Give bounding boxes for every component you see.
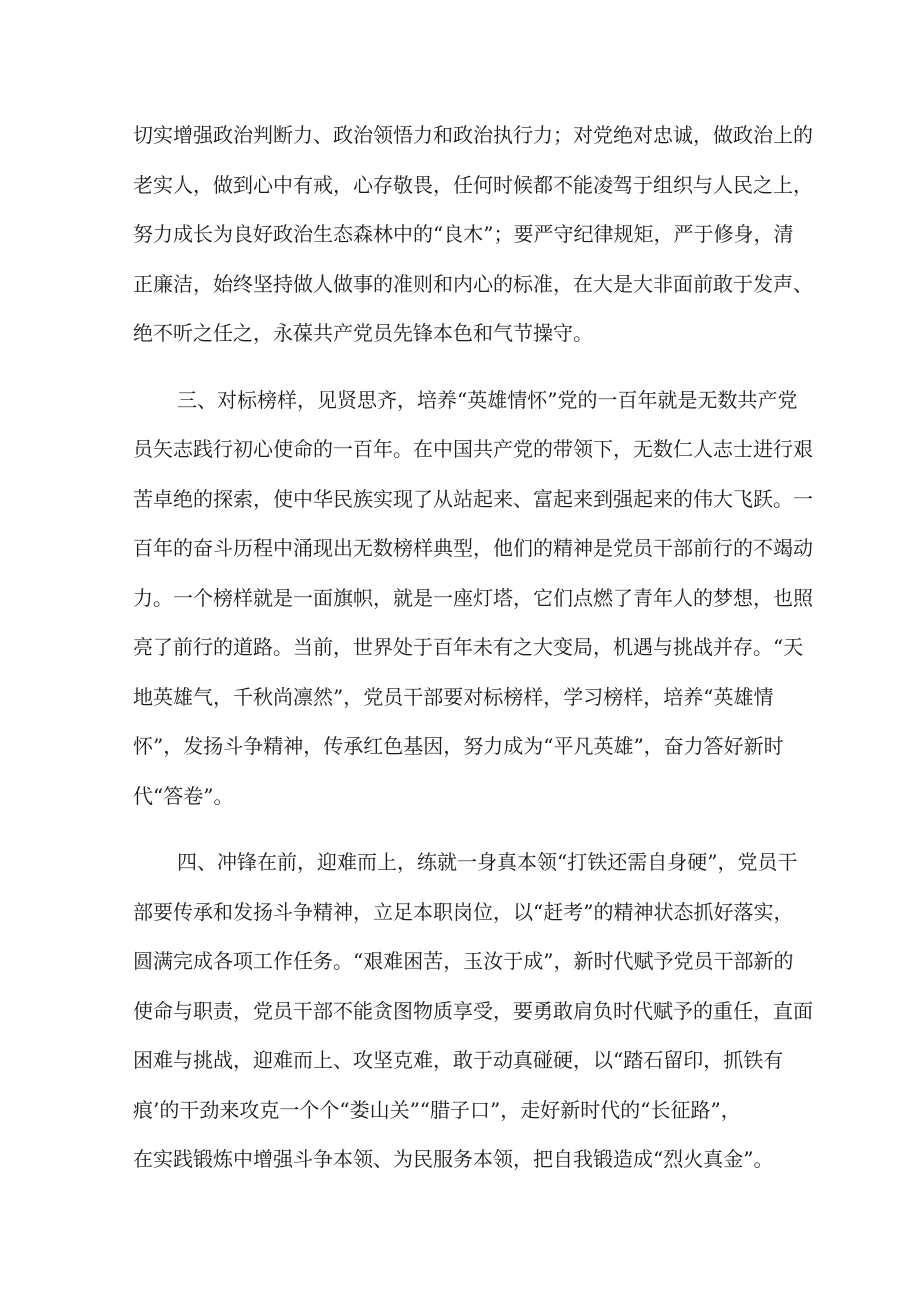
text-line: 三、对标榜样，见贤思齐，培养“英雄情怀”党的一百年就是无数共产党 [177, 388, 798, 412]
text-line: 圆满完成各项工作任务。“艰难困苦，玉汝于成”，新时代赋予党员干部新的 [133, 949, 794, 973]
text-line: 努力成长为良好政治生态森林中的“良木”；要严守纪律规矩，严于修身，清 [133, 222, 794, 246]
text-line: 正廉洁，始终坚持做人做事的准则和内心的标准，在大是大非面前敢于发声、 [133, 272, 813, 296]
text-line: 四、冲锋在前，迎难而上，练就一身真本领“打铁还需自身硬”，党员干 [177, 850, 798, 874]
text-line: 使命与职责，党员干部不能贪图物质享受，要勇敢肩负时代赋予的重任，直面 [133, 999, 813, 1023]
text-line: 痕’的干劲来攻克一个个“娄山关”“腊子口”，走好新时代的“长征路”， [133, 1098, 741, 1122]
text-line: 老实人，做到心中有戒，心存敬畏，任何时候都不能凌驾于组织与人民之上， [133, 173, 813, 197]
text-line: 在实践锻炼中增强斗争本领、为民服务本领，把自我锻造成“烈火真金”。 [133, 1147, 774, 1171]
text-line: 员矢志践行初心使命的一百年。在中国共产党的带领下，无数仁人志士进行艰 [133, 437, 813, 461]
text-line: 百年的奋斗历程中涌现出无数榜样典型，他们的精神是党员干部前行的不竭动 [133, 536, 813, 560]
text-line: 困难与挑战，迎难而上、攻坚克难，敢于动真碰硬，以“踏石留印，抓铁有 [133, 1048, 784, 1072]
text-line: 部要传承和发扬斗争精神，立足本职岗位，以“赶考”的精神状态抓好落实， [133, 900, 794, 924]
text-line: 亮了前行的道路。当前，世界处于百年未有之大变局，机遇与挑战并存。“天 [133, 635, 804, 659]
text-line: 苦卓绝的探索，使中华民族实现了从站起来、富起来到强起来的伟大飞跃。一 [133, 487, 813, 511]
text-line: 切实增强政治判断力、政治领悟力和政治执行力；对党绝对忠诚，做政治上的 [133, 123, 813, 147]
text-line: 力。一个榜样就是一面旗帜，就是一座灯塔，它们点燃了青年人的梦想，也照 [133, 586, 813, 610]
text-line: 绝不听之任之，永葆共产党员先锋本色和气节操守。 [133, 321, 593, 345]
text-line: 代“答卷”。 [133, 784, 234, 808]
text-line: 怀”，发扬斗争精神，传承红色基因，努力成为“平凡英雄”，奋力答好新时 [133, 734, 784, 758]
text-line: 地英雄气，千秋尚凛然”，党员干部要对标榜样，学习榜样，培养“英雄情 [133, 685, 774, 709]
